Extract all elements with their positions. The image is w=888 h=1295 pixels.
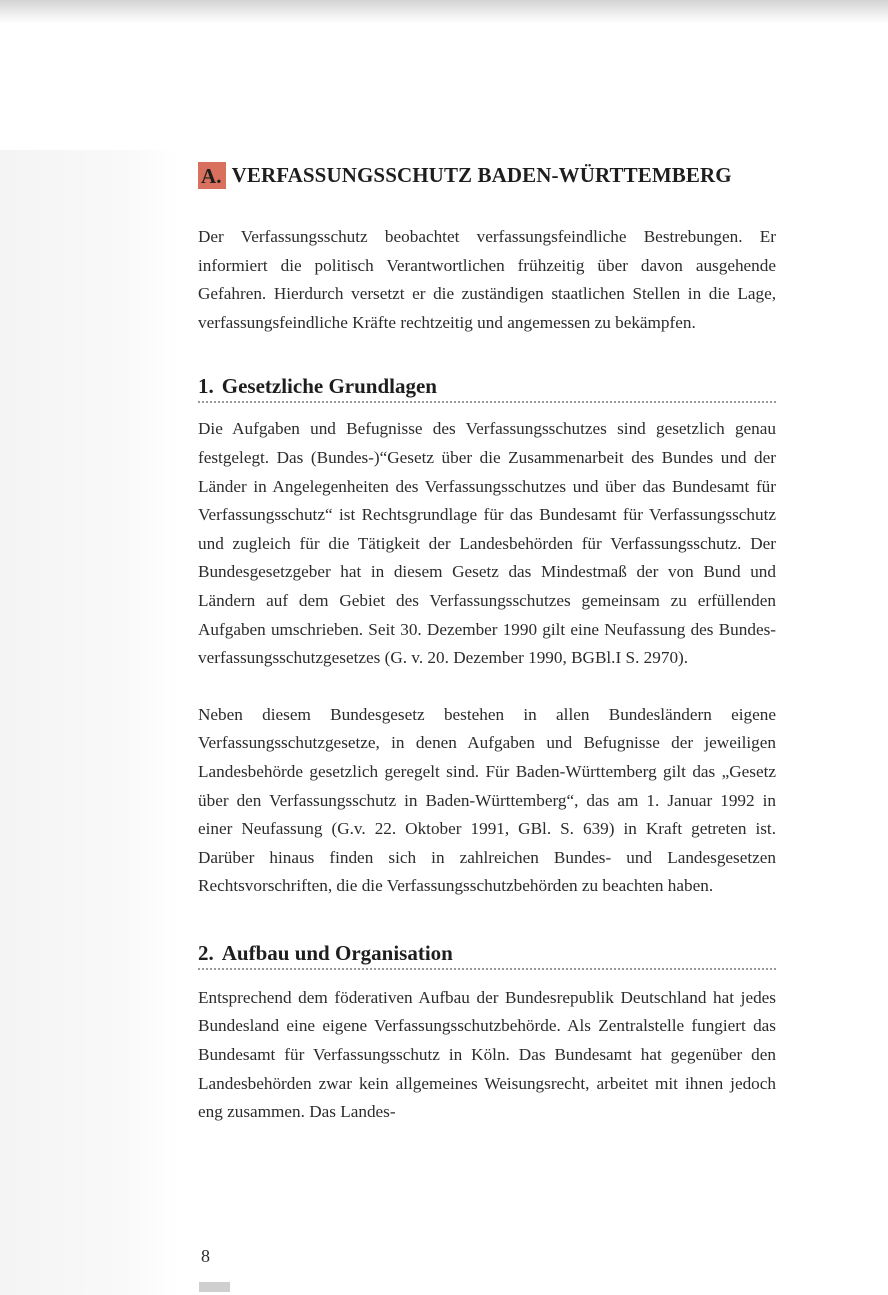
intro-paragraph: Der Verfassungsschutz beobachtet verfassungsfeindliche Bestrebungen. Er informiert die politisch Verantwortlichen frühzeitig über davon ausgehende Gefahren. Hierdurch versetzt er die zuständigen staatlichen Stellen in die Lage, verfassungsfeindliche Kräfte rechtzeitig und angemessen zu bekämpfen.: [198, 227, 776, 332]
section-1-paragraph-2: Neben diesem Bundesgesetz bestehen in allen Bundesländern eigene Verfassungsschutzgesetze, in denen Aufgaben und Befugnisse der jeweiligen Landesbehörde gesetzlich geregelt sind. Für Baden-Württemberg gilt das „Gesetz über den Verfassungsschutz in Baden-Württemberg“, das am 1. Januar 1992 in einer Neufassung (G.v. 22. Oktober 1991, GBl. S. 639) in Kraft getreten ist. Darüber hinaus finden sich in zahlreichen Bundes- und Landesgesetzen Rechtsvorschriften, die die Verfassungsschutzbehörden zu beachten haben.: [198, 704, 776, 896]
section-2-paragraph-1: Entsprechend dem föderativen Aufbau der Bundesrepublik Deutschland hat jedes Bundesland eine eigene Verfassungsschutzbehörde. Als Zentralstelle fungiert das Bundesamt für Verfassungsschutz in Köln. Das Bundesamt hat gegenüber den Landesbehörden zwar kein allgemeines Weisungsrecht, arbeitet mit ihnen jedoch eng zusammen. Das Landes-: [198, 987, 776, 1122]
scan-mark: [199, 1282, 230, 1292]
section-1-paragraph-1: Die Aufgaben und Befugnisse des Verfassungsschutzes sind gesetzlich genau festgelegt. Das (Bundes-)“Gesetz über die Zusammenarbeit des Bundes und der Länder in Angelegenheiten des Verfassungsschutzes und über das Bundesamt für Verfassungsschutz“ ist Rechtsgrundlage für das Bundesamt für Verfassungsschutz und zugleich für die Tätigkeit der Landesbehörden für Verfassungsschutz. Der Bundesgesetzgeber hat in diesem Gesetz das Mindestmaß der von Bund und Ländern auf dem Gebiet des Verfassungsschutzes gemeinsam zu erfüllenden Aufgaben umschrieben. Seit 30. Dezember 1990 gilt eine Neufassung des Bundesverfassungsschutzgesetzes (G. v. 20. Dezember 1990, BGBl.I S. 2970).: [198, 419, 776, 668]
section-title: Gesetzliche Grundlagen: [221, 374, 437, 399]
section-number: 2.: [198, 940, 214, 965]
chapter-heading: [198, 162, 776, 189]
section-heading-aufbau-und-organisation: [198, 941, 776, 970]
section-number: 1.: [198, 374, 214, 399]
scan-left-shade: [0, 150, 178, 1295]
section-title: Aufbau und Organisation: [221, 940, 453, 965]
chapter-letter: A.: [198, 162, 226, 189]
chapter-title: VERFASSUNGSSCHUTZ BADEN-WÜRTTEMBERG: [231, 163, 732, 187]
document-page: [198, 162, 776, 1127]
page-number: 8: [201, 1246, 210, 1266]
section-heading-gesetzliche-grundlagen: [198, 374, 776, 403]
scan-top-edge: [0, 0, 888, 24]
